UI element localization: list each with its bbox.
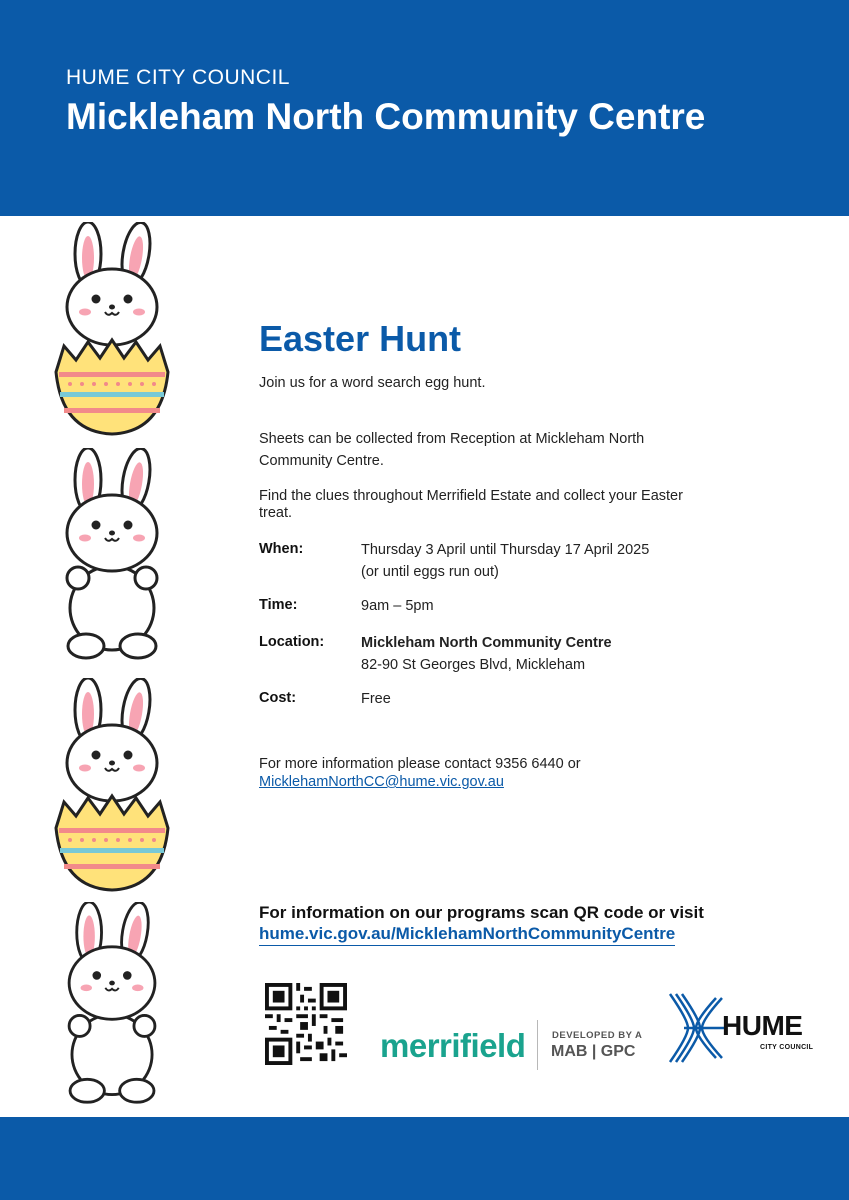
hume-logo-mark-icon [666, 990, 726, 1065]
contact-email-link[interactable]: MicklehamNorthCC@hume.vic.gov.au [259, 774, 504, 790]
hume-logo-subtitle: CITY COUNCIL [760, 1044, 814, 1051]
footer-banner [0, 1117, 849, 1200]
info-url-link[interactable]: hume.vic.gov.au/MicklehamNorthCommunityCentre [259, 924, 675, 946]
when-value-line-1: Thursday 3 April until Thursday 17 April 2025 [361, 542, 650, 558]
merrifield-logo: merrifield [380, 1027, 526, 1064]
clues-line-1: Find the clues throughout Merrifield Estate and collect your Easter [259, 488, 683, 504]
clues-line-2: treat. [259, 505, 293, 521]
collect-line-2: Community Centre. [259, 453, 384, 469]
qr-code-icon[interactable] [265, 983, 347, 1065]
time-value: 9am – 5pm [361, 598, 434, 614]
when-value-line-2: (or until eggs run out) [361, 564, 499, 580]
collect-line-1: Sheets can be collected from Reception at Mickleham North [259, 431, 645, 447]
logo-divider [537, 1020, 538, 1070]
location-value-line-2: 82-90 St Georges Blvd, Mickleham [361, 657, 586, 673]
bunny-in-egg-icon [50, 678, 175, 893]
developer-names: MAB | GPC [551, 1043, 636, 1060]
hume-logo-word: HUME [722, 1010, 803, 1041]
cost-value: Free [361, 691, 391, 707]
bunny-in-egg-icon [50, 222, 175, 437]
info-heading: For information on our programs scan QR code or visit [259, 903, 704, 922]
location-value-line-1: Mickleham North Community Centre [361, 635, 612, 651]
developed-by-label: DEVELOPED BY A [552, 1030, 643, 1041]
bunny-standing-icon [50, 902, 175, 1107]
event-title: Easter Hunt [259, 318, 462, 359]
cost-label: Cost: [259, 690, 297, 706]
event-intro: Join us for a word search egg hunt. [259, 375, 486, 391]
when-label: When: [259, 541, 304, 557]
council-name: HUME CITY COUNCIL [66, 66, 290, 89]
centre-name: Mickleham North Community Centre [66, 96, 706, 137]
contact-text: For more information please contact 9356 6440 or [259, 756, 581, 772]
bunny-column [50, 220, 175, 1110]
time-label: Time: [259, 597, 298, 613]
bunny-standing-icon [50, 448, 175, 663]
header-banner [0, 0, 849, 216]
location-label: Location: [259, 634, 325, 650]
